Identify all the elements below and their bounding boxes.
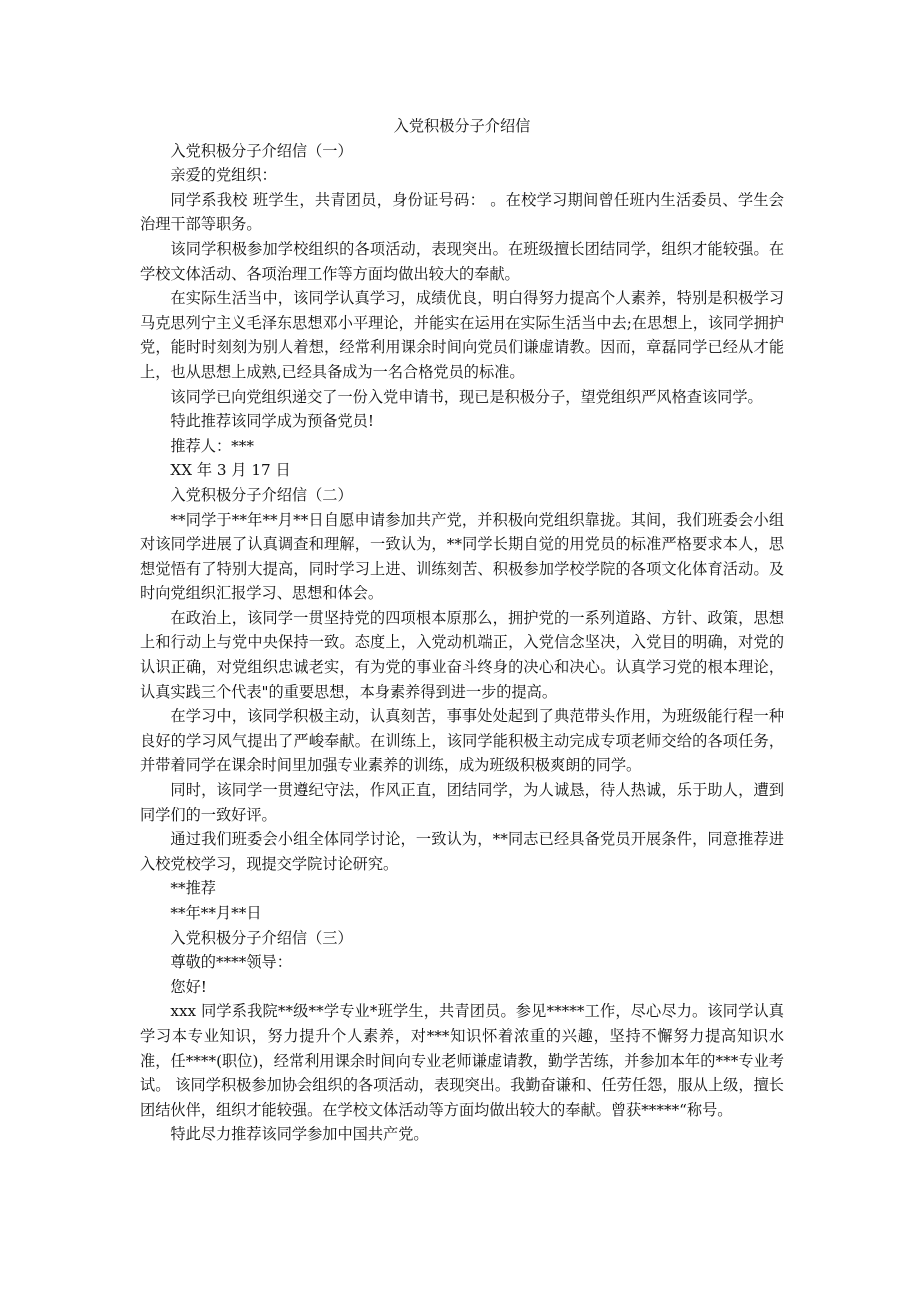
body-paragraph: 同学系我校 班学生，共青团员，身份证号码： 。在校学习期间曾任班内生活委员、学生会治理干部等职务。 xyxy=(140,190,784,234)
recommender: 推荐人：*** xyxy=(170,436,254,455)
body-paragraph: 在学习中，该同学积极主动，认真刻苦，事事处处起到了典范带头作用，为班级能行程一种良好的学习风气提出了严峻奉献。在训练上，该同学能积极主动完成专项老师交给的各项任务，并带着同学在课余时间里加强专业素养的训练，成为班级积极爽朗的同学。 xyxy=(140,707,784,775)
body-paragraph: xxx 同学系我院**级**学专业*班学生，共青团员。参见*****工作，尽心尽力。该同学认真学习本专业知识，努力提升个人素养，对***知识怀着浓重的兴趣，坚持不懈努力提高知识水准，任****(职位)，经常利用课余时间向专业老师谦虚请教，勤学苦练，并参加本年的***专业考试。 该同学积极参加协会组织的各项活动，表现突出。我勤奋谦和、任劳任怨，服从上级，擅长团结伙伴，组织才能较强。在学校文体活动等方面均做出较大的奉献。曾获*****“称号。 xyxy=(140,1002,784,1119)
body-paragraph: 通过我们班委会小组全体同学讨论，一致认为，**同志已经具备党员开展条件，同意推荐进入校党校学习，现提交学院讨论研究。 xyxy=(140,830,784,873)
heading-letter-3: 入党积极分子介绍信（三） xyxy=(170,928,353,947)
body-paragraph: 同时，该同学一贯遵纪守法，作风正直，团结同学，为人诚恳，待人热诚，乐于助人，遭到同学们的一致好评。 xyxy=(140,781,784,824)
date-line: **年**月**日 xyxy=(170,904,262,922)
salutation: 亲爱的党组织： xyxy=(170,166,277,185)
body-paragraph: 在政治上，该同学一贯坚持党的四项根本原那么，拥护党的一系列道路、方针、政策，思想上和行动上与党中央保持一致。态度上，入党动机端正，入党信念坚决，入党目的明确，对党的认识正确，对党组织忠诚老实，有为党的事业奋斗终身的决心和决心。认真学习党的根本理论，认真实践三个代表"的重要思想，本身素养得到进一步的提高。 xyxy=(140,608,784,701)
heading-letter-2: 入党积极分子介绍信（二） xyxy=(170,485,353,504)
salutation: 尊敬的****领导： xyxy=(170,953,292,972)
body-paragraph: 在实际生活当中，该同学认真学习，成绩优良，明白得努力提高个人素养，特别是积极学习马克思列宁主义毛泽东思想邓小平理论，并能实在运用在实际生活当中去;在思想上，该同学拥护党，能时时刻刻为别人着想，经常利用课余时间向党员们谦虚请教。因而，章磊同学已经从才能上，也从思想上成熟,已经具备成为一名合格党员的标准。 xyxy=(140,289,784,381)
body-paragraph: 该同学积极参加学校组织的各项活动，表现突出。在班级擅长团结同学，组织才能较强。在学校文体活动、各项治理工作等方面均做出较大的奉献。 xyxy=(140,239,784,283)
date-line: XX 年 3 月 17 日 xyxy=(170,461,291,480)
document-page xyxy=(140,114,784,1147)
body-paragraph: **同学于**年**月**日自愿申请参加共产党，并积极向党组织靠拢。其间，我们班委会小组对该同学进展了认真调查和理解，一致认为，**同学长期自觉的用党员的标准严格要求本人，思想觉悟有了特别大提高，同时学习上进、训练刻苦、积极参加学校学院的各项文化体育活动。及时向党组织汇报学习、思想和体会。 xyxy=(140,510,784,603)
document-title: 入党积极分子介绍信 xyxy=(393,117,531,135)
recommender: **推荐 xyxy=(170,879,216,898)
closing-line: 特此尽力推荐该同学参加中国共产党。 xyxy=(170,1125,429,1144)
greeting: 您好! xyxy=(170,977,207,996)
heading-letter-1: 入党积极分子介绍信（一） xyxy=(170,141,353,160)
closing-line: 特此推荐该同学成为预备党员! xyxy=(170,412,374,431)
body-paragraph: 该同学已向党组织递交了一份入党申请书，现已是积极分子，望党组织严风格查该同学。 xyxy=(170,387,763,406)
document-body xyxy=(140,139,784,1147)
